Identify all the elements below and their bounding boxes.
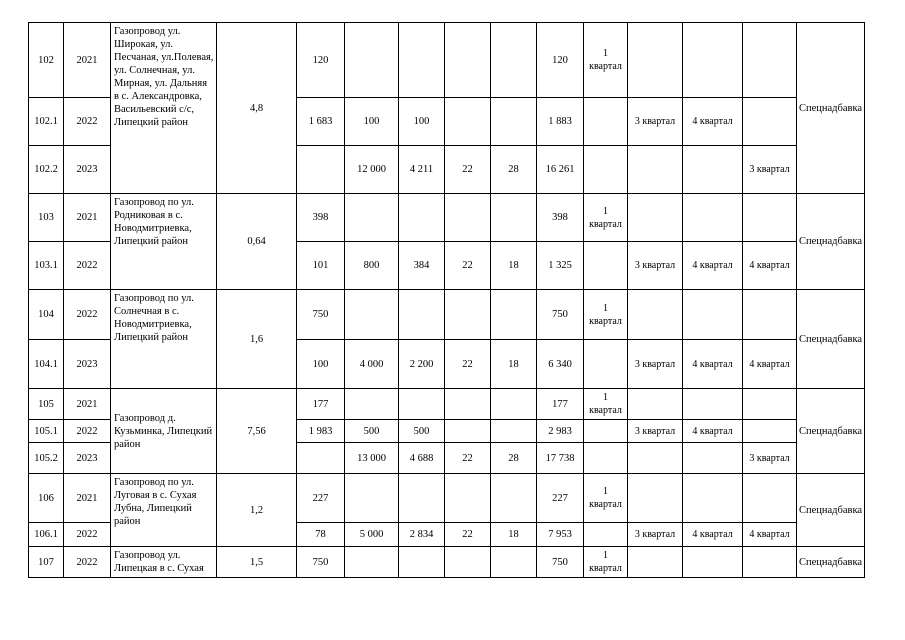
cell-total: 227 [537,474,584,523]
cell-q2 [628,389,683,420]
table-row [29,389,865,420]
cell-c2 [345,23,399,98]
table-row [29,194,865,242]
cell-c4: 22 [445,443,491,474]
cell-c2 [345,547,399,578]
cell-q1 [584,523,628,547]
cell-c3 [399,547,445,578]
cell-total: 6 340 [537,340,584,389]
cell-q2: 3 квартал [628,98,683,146]
row-id: 104.1 [29,340,64,389]
cell-q1 [584,340,628,389]
row-id: 105 [29,389,64,420]
cell-q3 [683,443,743,474]
cell-c1: 1 983 [297,420,345,443]
length-value: 7,56 [217,389,297,474]
row-year: 2023 [64,146,111,194]
cell-c4: 22 [445,340,491,389]
cell-c3: 2 200 [399,340,445,389]
row-year: 2022 [64,290,111,340]
cell-c2 [345,389,399,420]
cell-q4 [743,98,797,146]
length-value: 1,5 [217,547,297,578]
cell-q2 [628,474,683,523]
cell-q1 [584,420,628,443]
cell-c4 [445,389,491,420]
cell-c3 [399,194,445,242]
cell-c5 [491,23,537,98]
cell-c5: 18 [491,242,537,290]
row-year: 2022 [64,547,111,578]
cell-c2: 5 000 [345,523,399,547]
cell-q3: 4 квартал [683,340,743,389]
cell-c3 [399,389,445,420]
cell-c3: 4 211 [399,146,445,194]
cell-c2 [345,194,399,242]
cell-q4: 3 квартал [743,443,797,474]
cell-c1: 177 [297,389,345,420]
cell-c5 [491,474,537,523]
row-id: 106.1 [29,523,64,547]
cell-total: 750 [537,290,584,340]
cell-c4 [445,23,491,98]
cell-c4 [445,547,491,578]
cell-c4 [445,194,491,242]
row-id: 103.1 [29,242,64,290]
cell-q2 [628,146,683,194]
cell-q4: 4 квартал [743,242,797,290]
cell-q2: 3 квартал [628,242,683,290]
table-row [29,23,865,98]
object-name: Газопровод по ул. Солнечная в с. Новодмитриевка, Липецкий район [111,290,217,389]
cell-total: 750 [537,547,584,578]
cell-q1: 1 квартал [584,547,628,578]
cell-c4: 22 [445,523,491,547]
cell-total: 1 883 [537,98,584,146]
row-year: 2021 [64,23,111,98]
cell-c2: 4 000 [345,340,399,389]
organization: Спецнадбавка [797,389,865,474]
cell-c4 [445,290,491,340]
cell-c4 [445,98,491,146]
cell-q3: 4 квартал [683,98,743,146]
cell-c4: 22 [445,146,491,194]
row-year: 2023 [64,340,111,389]
cell-c2: 12 000 [345,146,399,194]
cell-c3 [399,23,445,98]
row-id: 105.2 [29,443,64,474]
row-id: 102.2 [29,146,64,194]
cell-c5 [491,290,537,340]
table-row [29,474,865,523]
cell-c2: 13 000 [345,443,399,474]
length-value: 1,2 [217,474,297,547]
cell-c3: 2 834 [399,523,445,547]
row-id: 105.1 [29,420,64,443]
object-name: Газопровод д. Кузьминка, Липецкий район [111,389,217,474]
cell-c5 [491,547,537,578]
organization: Спецнадбавка [797,290,865,389]
cell-q1 [584,242,628,290]
cell-q2 [628,194,683,242]
cell-c3: 384 [399,242,445,290]
cell-q2: 3 квартал [628,420,683,443]
cell-q1 [584,98,628,146]
cell-q1 [584,146,628,194]
cell-q3 [683,389,743,420]
cell-c5: 28 [491,443,537,474]
row-year: 2022 [64,242,111,290]
cell-q3 [683,290,743,340]
object-name: Газопровод по ул. Луговая в с. Сухая Лубна, Липецкий район [111,474,217,547]
cell-c5 [491,98,537,146]
cell-q1: 1 квартал [584,290,628,340]
row-id: 102.1 [29,98,64,146]
cell-c1: 120 [297,23,345,98]
row-year: 2022 [64,523,111,547]
cell-q3: 4 квартал [683,420,743,443]
cell-q3: 4 квартал [683,242,743,290]
cell-q1: 1 квартал [584,194,628,242]
cell-q3 [683,23,743,98]
cell-c1: 101 [297,242,345,290]
row-year: 2022 [64,98,111,146]
cell-c5 [491,420,537,443]
cell-q3 [683,474,743,523]
cell-c1: 78 [297,523,345,547]
object-name: Газопровод ул. Широкая, ул. Песчаная, ул.Полевая, ул. Солнечная, ул. Мирная, ул. Дальняя в с. Александровка, Васильевский с/с, Липецкий район [111,23,217,194]
cell-c3: 4 688 [399,443,445,474]
cell-c2: 800 [345,242,399,290]
cell-total: 1 325 [537,242,584,290]
cell-c4 [445,420,491,443]
cell-c5: 18 [491,523,537,547]
cell-q4 [743,290,797,340]
project-table [28,22,865,578]
length-value: 1,6 [217,290,297,389]
cell-q2 [628,443,683,474]
cell-c4: 22 [445,242,491,290]
cell-q2: 3 квартал [628,523,683,547]
cell-c5 [491,194,537,242]
cell-total: 17 738 [537,443,584,474]
cell-q4: 3 квартал [743,146,797,194]
cell-q1: 1 квартал [584,474,628,523]
cell-c1: 750 [297,290,345,340]
organization: Спецнадбавка [797,194,865,290]
cell-total: 398 [537,194,584,242]
row-year: 2022 [64,420,111,443]
length-value: 4,8 [217,23,297,194]
organization: Спецнадбавка [797,474,865,547]
cell-c5: 28 [491,146,537,194]
table-row [29,547,865,578]
cell-c2: 500 [345,420,399,443]
row-id: 102 [29,23,64,98]
cell-c5 [491,389,537,420]
cell-c1: 750 [297,547,345,578]
cell-c3 [399,474,445,523]
cell-q4 [743,547,797,578]
table-row [29,290,865,340]
cell-q4 [743,194,797,242]
cell-total: 2 983 [537,420,584,443]
cell-q3 [683,146,743,194]
row-year: 2021 [64,474,111,523]
cell-q4 [743,474,797,523]
cell-c4 [445,474,491,523]
object-name: Газопровод по ул. Родниковая в с. Новодмитриевка, Липецкий район [111,194,217,290]
row-year: 2023 [64,443,111,474]
cell-q4: 4 квартал [743,523,797,547]
organization: Спецнадбавка [797,23,865,194]
row-year: 2021 [64,389,111,420]
cell-c2 [345,474,399,523]
row-id: 107 [29,547,64,578]
row-year: 2021 [64,194,111,242]
cell-q1: 1 квартал [584,389,628,420]
cell-q1 [584,443,628,474]
cell-q3 [683,194,743,242]
cell-c1: 227 [297,474,345,523]
organization: Спецнадбавка [797,547,865,578]
cell-total: 16 261 [537,146,584,194]
cell-c1: 398 [297,194,345,242]
cell-c1 [297,146,345,194]
row-id: 104 [29,290,64,340]
cell-c3 [399,290,445,340]
cell-c1: 1 683 [297,98,345,146]
cell-q2 [628,547,683,578]
cell-q4 [743,23,797,98]
cell-q2: 3 квартал [628,340,683,389]
row-id: 103 [29,194,64,242]
cell-c2: 100 [345,98,399,146]
cell-q1: 1 квартал [584,23,628,98]
cell-q4 [743,389,797,420]
cell-c5: 18 [491,340,537,389]
cell-c2 [345,290,399,340]
object-name: Газопровод ул. Липецкая в с. Сухая [111,547,217,578]
row-id: 106 [29,474,64,523]
cell-total: 120 [537,23,584,98]
cell-total: 7 953 [537,523,584,547]
cell-c1: 100 [297,340,345,389]
cell-q4: 4 квартал [743,340,797,389]
cell-c3: 500 [399,420,445,443]
cell-q4 [743,420,797,443]
cell-c3: 100 [399,98,445,146]
length-value: 0,64 [217,194,297,290]
cell-c1 [297,443,345,474]
cell-q2 [628,290,683,340]
cell-q3 [683,547,743,578]
cell-total: 177 [537,389,584,420]
cell-q2 [628,23,683,98]
cell-q3: 4 квартал [683,523,743,547]
